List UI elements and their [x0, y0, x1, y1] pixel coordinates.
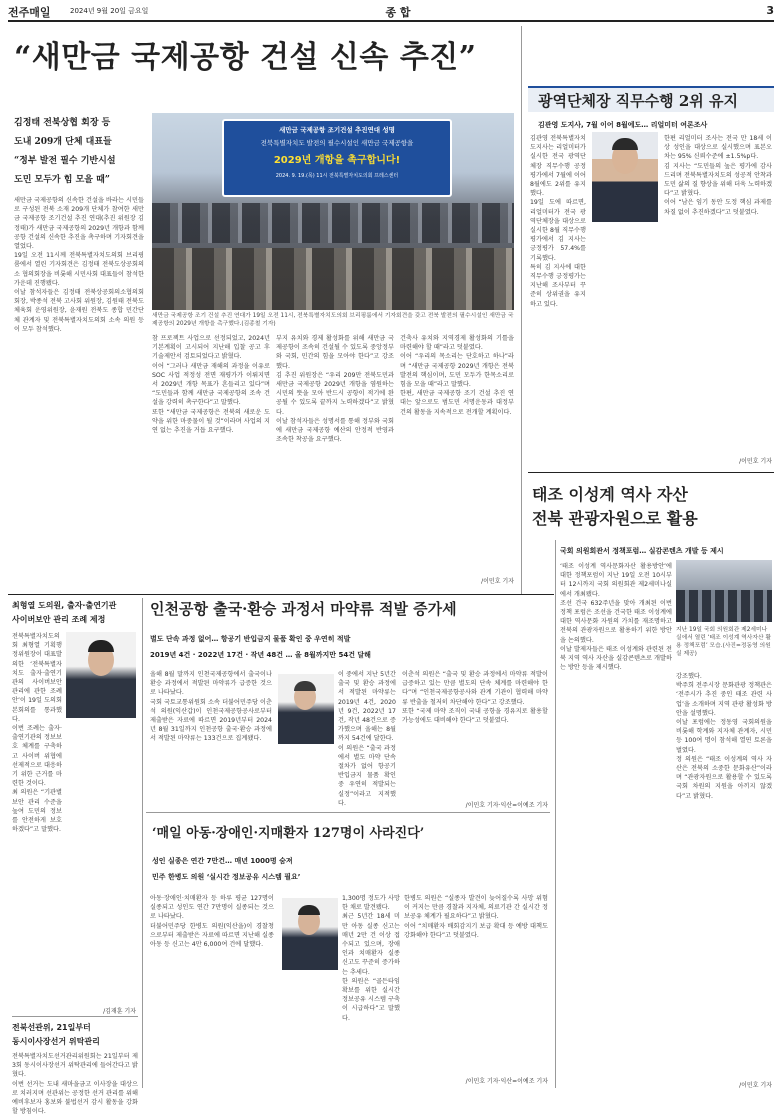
- banner-line4: 2024. 9. 19.(목) 11시 전북특별자치도의회 프레스센터: [275, 173, 399, 179]
- right-column-divider: [555, 540, 556, 1088]
- lawmaker-han-portrait: [282, 898, 338, 970]
- top-story-col1: 새만금 국제공항의 신속한 건설을 바라는 시민들로 구성된 전북 소재 209개 단체가 참여한 새만금 국제공항 조기건설 추진 연대(추진 위원장 김정태)가 새만금 국제공항의 2029년 개항과 함께 공항 건설의 신속한 추진을 촉구하며 기자회견을 열었다. 19일 오전 11시께 전북특별자치도의회 브리핑룸에서 열린 기자회견은 김정태 전북도상공회의소 협의회장을 비롯해 시민사회 대표들이 참석한 가운데 진행됐다. 이날 참석자들은 김정태 전북상공회의소협의회 회장, 박종석 전북 고사회 위원장, 김원태 전북도체육회 운영위원장, 윤재원 전북도 종합 민간단체 관계자 및 전북특별자치도의회 소속 의원 등이 모두 참석했다.: [14, 197, 144, 333]
- lower-left-text2: 전북특별자치도선거관리위원회는 21일부터 제3회 동시이사장선거 위탁관리에 들어간다고 밝혔다. 이번 선거는 도내 새마을금고 이사장을 대상으로 치러지며 선관위는 공정한 선거 관리를 위해 예비후보자 홍보와 불법선거 감시 활동을 강화할 방침이다.: [12, 1053, 138, 1116]
- lower-left-headline2-line2: 동시이사장선거 위탁관리: [12, 1037, 100, 1046]
- lower-left-text1-cont: [66, 722, 136, 1002]
- side-mid-headline-line2: 전북 관광자원으로 활용: [532, 509, 698, 528]
- page-number: 3: [766, 4, 774, 17]
- deck-line: 도내 209개 단체 대표들: [14, 137, 112, 147]
- deck-line: “정부 발전 필수 기반시설: [14, 156, 116, 166]
- banner-line2: 전북특별자치도 발전의 필수시설인 새만금 국제공항을: [260, 139, 414, 147]
- lower-left-headline1-line2: 사이버보안 관리 조례 제정: [12, 615, 106, 624]
- lower-mid2-byline: /이민호 기자·익산=이예조 기자: [465, 1078, 548, 1085]
- lower-mid2-subhead1: 성인 실종은 연간 7만건… 매년 1000명 숨져: [152, 857, 293, 865]
- deck-line: 도민 모두가 힘 모을 때”: [14, 175, 110, 185]
- side-mid-rule: [528, 472, 774, 473]
- side-top-col1: 김관영 전북특별자치도지사는 리얼미터가 실시한 전국 광역단체장 직무수행 공정평가에서 7월에 이어 8월에도 2위를 유지했다. 19일 도에 따르면, 리얼미터가 전국 광역단체장을 대상으로 실시한 8월 직무수행 평가에서 김 지사는 긍정평가 57.4%를 기록했다. 특히 김 지사에 대한 직무수행 긍정평가는 지난해 조사부터 꾸준히 상위권을 유지하고 있다.: [530, 135, 586, 308]
- lower-left-divider: [142, 598, 143, 1088]
- lower-mid-byline: /이민호 기자·익산=이예조 기자: [465, 802, 548, 809]
- side-top-byline: /이민호 기자: [739, 458, 772, 465]
- lower-mid-headline: 인천공항 출국·환승 과정서 마약류 적발 증가세: [150, 600, 457, 618]
- top-story-col3: 부지 유치와 경제 활성화를 위해 새만금 국제공항이 조속히 건설될 수 있도록 중앙정부와 국회, 민간의 힘을 모아야 한다”고 강조했다. 김 추진 위원장은 “우리 209만 전북도민과 새만금 국제공항 2029년 개항을 염원하는 시민의 뜻을 모아 반드시 공항이 적기에 완공될 수 있도록 끝까지 노력하겠다”고 밝혔다. 이날 참석자들은 성명서를 통해 정부와 국회에 새만금 국제공항 예산의 안정적 반영과 조속한 착공을 요구했다.: [276, 335, 394, 444]
- lower-mid-subhead2: 2019년 4건 · 2022년 17건 · 작년 48건 … 올 8월까지만 54건 달해: [150, 651, 371, 659]
- lower-mid2-subhead2: 민주 한병도 의원 ‘실시간 정보공유 시스템 필요’: [152, 873, 301, 881]
- side-mid-headline-line1: 태조 이성계 역사 자산: [532, 485, 688, 504]
- forum-photo: [676, 560, 772, 622]
- lower-mid-col3: 이춘석 의원은 “출국 및 환승 과정에서 마약류 적발이 급증하고 있는 만큼 별도의 단속 체계를 마련해야 한다”며 “인천국제공항공사와 관계 기관이 협력해 마약류 반출을 철저히 차단해야 한다”고 강조했다. 또한 “국제 마약 조직이 국내 공항을 경유지로 활용할 가능성에도 대비해야 한다”고 덧붙였다.: [402, 671, 548, 725]
- section-name: 종 합: [385, 6, 411, 19]
- issue-date: 2024년 9월 20일 금요일: [70, 7, 149, 15]
- side-top-subhead: 김관영 도지사, 7월 이어 8월에도… 리얼미터 여론조사: [538, 121, 708, 129]
- governor-portrait: [592, 132, 658, 222]
- lower-mid-col2: 이 중에서 지난 5년간 출국 및 환승 과정에서 적발된 마약류는 2019년 4건, 2020년 9건, 2022년 17건, 작년 48건으로 증가했으며 올해는 8월까지 54건에 달한다. 이 의원은 “출국 과정에서 별도 마약 단속 절차가 없어 항공기 반입금지 물품 확인 중 우연히 적발되는 실정”이라고 지적했다.: [338, 671, 396, 807]
- side-top-headline: 광역단체장 직무수행 2위 유지: [538, 92, 738, 110]
- top-story-col2: 참 프로젝트 사업으로 선정되었고, 2024년 기본계획이 고시되어 지난해 입찰 공고 후 기술제안서 검토되었다고 밝혔다. 이어 “그러나 새만금 재해의 과정을 이유로 SOC 사업 적정성 전면 재평가가 이뤄지면서 2029년 개항 목표가 흔들리고 있다”며 “도민들과 함께 새만금 국제공항의 조속 건설을 강력히 촉구한다”고 말했다. 또한 “새만금 국제공항은 전북의 새로운 도약을 위한 마중물이 될 것”이라며 사업의 지연 없는 추진을 거듭 요구했다.: [152, 335, 270, 435]
- lower-mid-col1: 올해 8월 말까지 인천국제공항에서 출국이나 환승 과정에서 적발된 마약류가 급증한 것으로 나타났다. 국회 국토교통위원회 소속 더불어민주당 이춘석 의원(익산갑)이 인천국제공항공사로부터 제출받은 자료에 따르면 2019년부터 2024년 8월 31일까지 인천공항 출국·환승 과정에서 적발된 마약류는 133건으로 집계됐다.: [150, 671, 272, 743]
- top-story-byline: /이민호 기자: [481, 578, 514, 585]
- lower-left-rule: [12, 1016, 138, 1017]
- photo-banner: [222, 119, 452, 197]
- press-conference-photo: [152, 113, 514, 310]
- lower-left-text1: 전북특별자치도의회 최형열 기획행정위원장이 대표발의한 ‘전북특별자치도 출자·출연기관의 사이버보안 관리에 관한 조례안’이 19일 도의회 본회의를 통과했다. 이번 조례는 출자·출연기관의 정보보호 체계를 구축하고 사이버 위협에 선제적으로 대응하기 위한 근거를 마련한 것이다. 최 의원은 “기관별 보안 관리 수준을 높여 도민의 정보를 안전하게 보호하겠다”고 말했다.: [12, 633, 62, 834]
- column-divider: [521, 26, 522, 594]
- banner-line1: 새만금 국제공항 조기건설 추진연대 성명: [279, 126, 395, 134]
- side-mid-col1-cont: [560, 806, 672, 1076]
- side-mid-subhead: 국회 의원회관서 정책포럼… 실감콘텐츠 개발 등 제시: [560, 547, 724, 555]
- lower-mid-subhead1: 별도 단속 과정 없어… 항공기 반입금지 물품 확인 중 우연히 적발: [150, 635, 351, 643]
- lower-mid2-col1: 아동·장애인·치매환자 등 하루 평균 127명이 실종되고 성인도 연간 7만명이 실종되는 것으로 나타났다. 더불어민주당 한병도 의원(익산을)이 경찰청으로부터 제출받은 자료에 따르면 지난해 실종 아동 등 신고는 4만 6,000여 건에 달했다.: [150, 895, 274, 949]
- paper-name: 전주매일: [8, 6, 51, 19]
- lower-mid2-col2: 1,300명 정도가 사망한 채로 발견됐다. 최근 5년간 18세 미만 아동 실종 신고는 매년 2만 건 이상 접수되고 있으며, 장애인과 치매환자 실종 신고도 꾸준히 증가하는 추세다. 한 의원은 “골든타임 확보를 위한 실시간 정보공유 시스템 구축이 시급하다”고 말했다.: [342, 895, 400, 1022]
- side-mid-col2: 강조했다. 박주희 전주시장 문화관광 정책관은 ‘전주시가 추진 중인 태조 관련 사업’을 소개하며 지역 관광 활성화 방안을 설명했다. 이날 포럼에는 정동영 국회의원을 비롯해 학계와 지자체 관계자, 시민 등 100여 명이 참석해 열띤 토론을 벌였다. 정 의원은 “태조 이성계의 역사 자산은 전북의 소중한 문화유산”이라며 “관광자원으로 활용할 수 있도록 국회 차원의 지원을 아끼지 않겠다”고 밝혔다.: [676, 673, 772, 800]
- top-story-col4: 건축사 유치와 지역경제 활성화의 기틀을 마련해야 할 때”라고 덧붙였다. 이어 “우리의 목소리는 단호하고 하나”라며 “새만금 국제공항 2029년 개항은 전북 발전의 핵심이며, 도민 모두가 한목소리로 힘을 모을 때”라고 말했다. 한편, 새만금 국제공항 조기 건설 추진 연대는 앞으로도 범도민 서명운동과 대정부 건의 활동을 지속적으로 전개할 계획이다.: [400, 335, 514, 416]
- side-top-col2: 한편 리얼미터 조사는 전국 만 18세 이상 성인을 대상으로 실시했으며 표본오차는 95% 신뢰수준에 ±1.5%p다. 김 지사는 “도민들의 높은 평가에 감사드리며 전북특별자치도의 성공적 안착과 도민 삶의 질 향상을 위해 더욱 노력하겠다”고 밝혔다. 이어 “남은 임기 동안 도정 핵심 과제를 차질 없이 추진하겠다”고 덧붙였다.: [664, 135, 772, 216]
- lower-mid2-col3: 한병도 의원은 “실종자 발견이 늦어질수록 사망 위험이 커지는 만큼 경찰과 지자체, 의료기관 간 실시간 정보공유 체계가 필요하다”고 밝혔다. 이어 “치매환자 배회감지기 보급 확대 등 예방 대책도 강화해야 한다”고 덧붙였다.: [404, 895, 548, 939]
- top-story-deck: [14, 114, 144, 190]
- lawmaker-portrait: [66, 632, 136, 718]
- lawmaker-lee-portrait: [278, 674, 334, 744]
- masthead: [8, 4, 774, 20]
- side-mid-byline: /이민호 기자: [739, 1082, 772, 1089]
- deck-line: 김정태 전북상협 회장 등: [14, 118, 111, 128]
- forum-photo-caption: 지난 19일 국회 의원회관 제2세미나실에서 열린 ‘태조 이성계 역사자산 활용 정책포럼’ 모습.(사진=정동영 의원실 제공): [676, 627, 772, 657]
- section-divider: [8, 594, 554, 595]
- side-top-col1b: [592, 226, 658, 454]
- banner-line3: 2029년 개항을 촉구합니다!: [273, 155, 401, 166]
- lower-mid2-headline: ‘매일 아동·장애인·지매환자 127명이 사라진다’: [152, 826, 425, 841]
- lower-mid-rule: [146, 812, 550, 813]
- lower-left-byline1: /김재훈 기자: [103, 1008, 136, 1015]
- side-mid-col1: ‘태조 이성계 역사문화자산 활용방안’에 대한 정책포럼이 지난 19일 오전 10시부터 12시까지 국회 의원회관 제2세미나실에서 개최됐다. 조선 건국 632주년을 맞아 개최된 이번 정책 포럼은 조선을 건국한 태조 이성계에 대한 역사문화 자원의 가치를 재조명하고 전북의 관광자원으로 활용하기 위한 방안을 논의했다. 이날 발제자들은 태조 이성계와 관련된 전북 지역 역사 자산을 실감콘텐츠로 개발하는 방안 등을 제시했다.: [560, 563, 672, 672]
- masthead-rule: [8, 20, 774, 22]
- lower-left-headline1-line1: 최형열 도의원, 출자·출연기관: [12, 601, 117, 610]
- top-photo-caption: 새만금 국제공항 조기 건설 추진 연대가 19일 오전 11시, 전북특별자치도의회 브리핑룸에서 기자회견을 갖고 전북 발전의 필수시설인 새만금 국제공항의 2029년 개항을 촉구했다.(김종철 기자): [152, 313, 514, 327]
- lower-left-headline2-line1: 전북선관위, 21일부터: [12, 1023, 91, 1032]
- top-story-headline: “새만금 국제공항 건설 신속 추진”: [14, 40, 477, 75]
